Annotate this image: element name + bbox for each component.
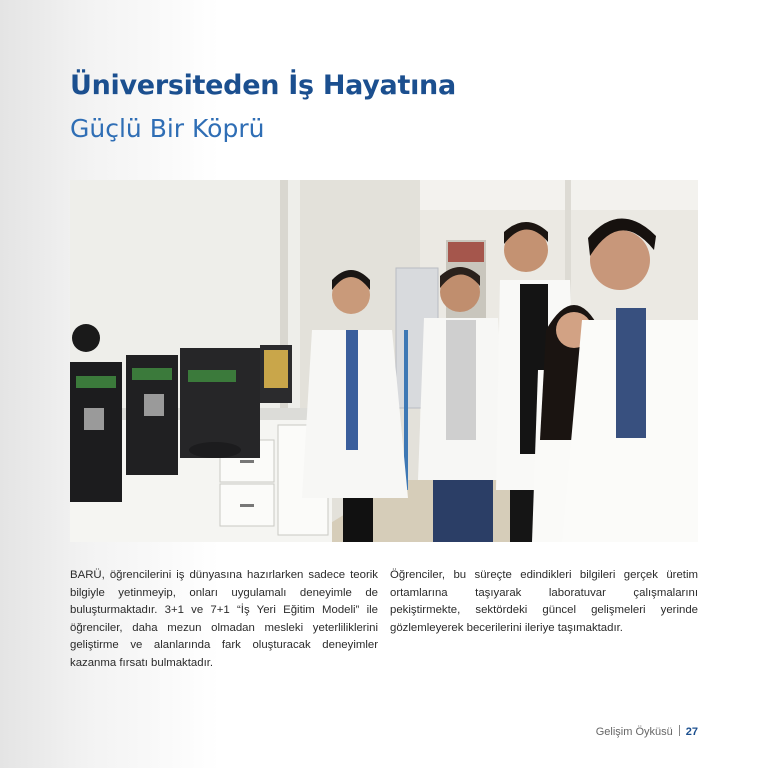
- footer-divider: [679, 725, 680, 736]
- page-title: Üniversiteden İş Hayatına: [70, 70, 456, 101]
- page-number: 27: [685, 726, 698, 738]
- left-paragraph: BARÜ, öğrencilerini iş dünyasına hazırlarken sadece teorik bilgiyle yetinmeyip, onları uygulamalı deneyimle de buluşturmaktadır. 3+1 ve 7+1 “İş Yeri Eğitim Modeli” ile öğrenciler, daha mezun olmadan mesleki yeterliliklerini geliştirme ve alanlarında fark oluşturacak deneyimler kazanma fırsatı bulmaktadır.: [70, 569, 378, 669]
- right-paragraph: Öğrenciler, bu süreçte edindikleri bilgileri gerçek üretim ortamlarına taşıyarak laboratuvar çalışmalarını pekiştirmekte, sektördeki güncel gelişmeleri yerinde gözlemleyerek becerilerini ileriye taşımaktadır.: [390, 569, 698, 634]
- page-footer: [596, 725, 698, 738]
- page-subtitle: Güçlü Bir Köprü: [70, 114, 265, 143]
- lab-photo: [70, 180, 698, 542]
- footer-section: Gelişim Öyküsü: [595, 726, 673, 738]
